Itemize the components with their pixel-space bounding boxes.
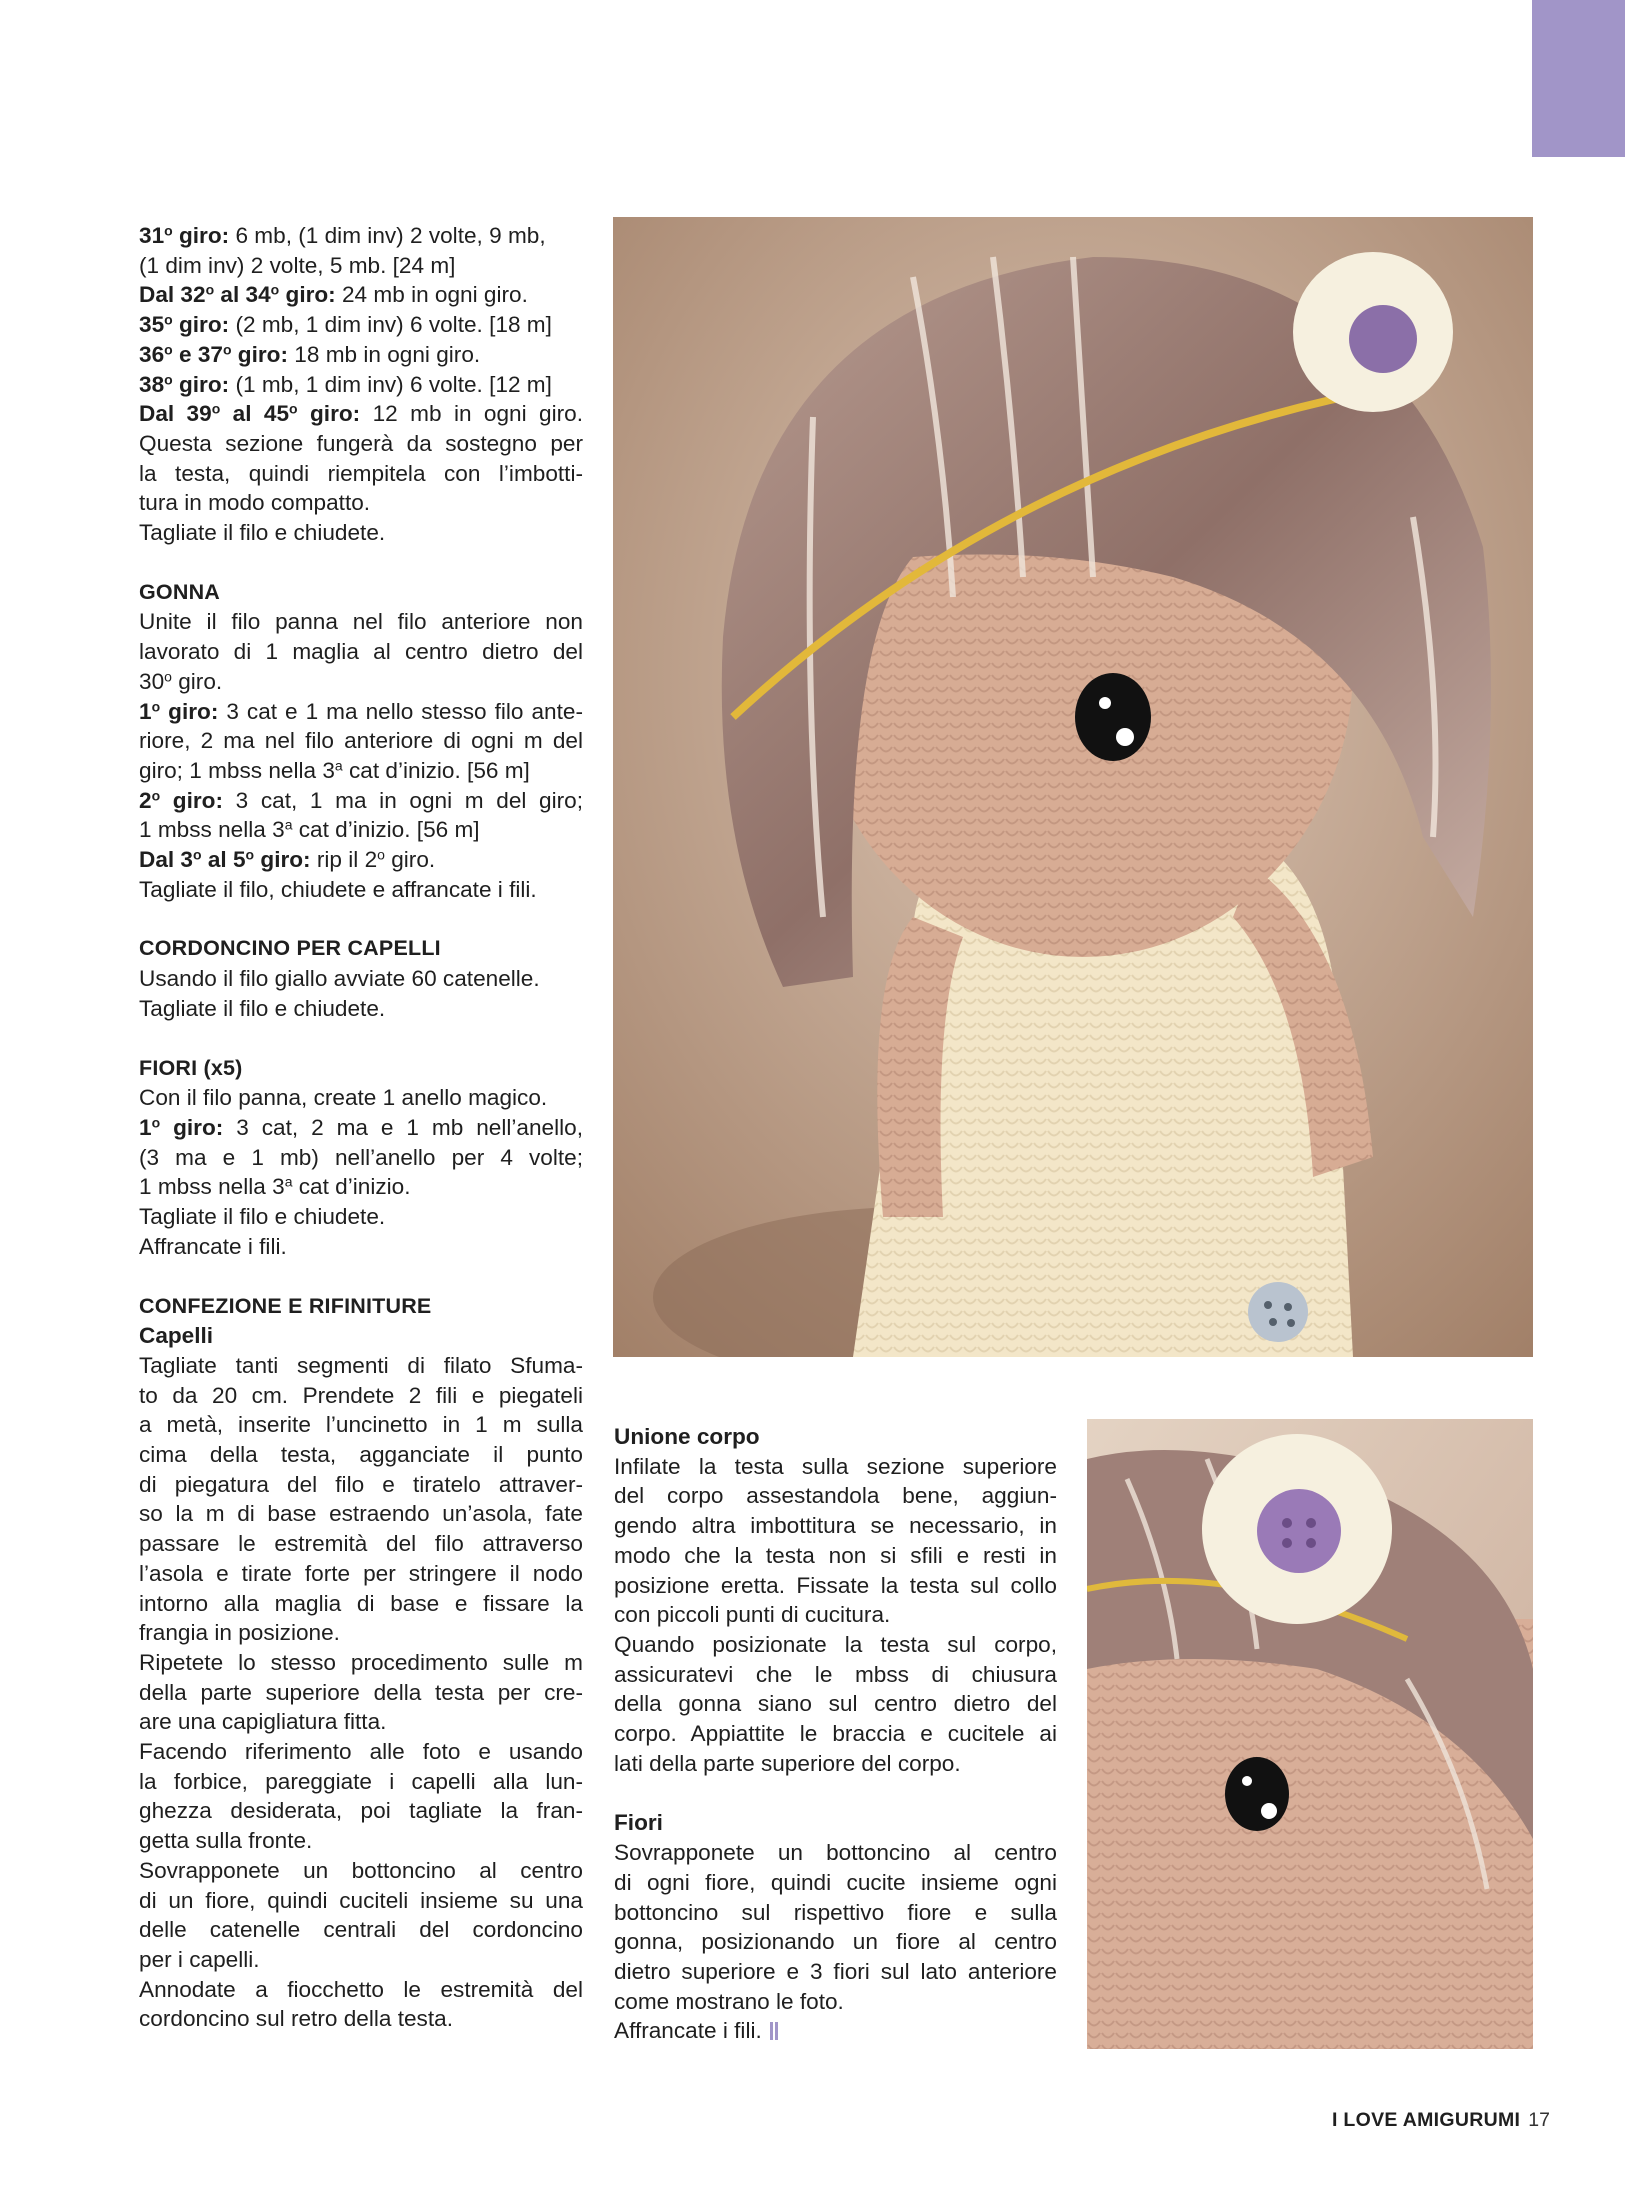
text-run: o <box>151 786 161 803</box>
text-run: frangia in posizione. <box>139 1620 340 1646</box>
text-line <box>139 399 583 429</box>
text-line <box>139 1172 583 1202</box>
text-run: FIORI (x5) <box>139 1055 243 1080</box>
text-run: corpo. Appiattite le braccia e cucitele ai <box>614 1721 1057 1747</box>
text-run: Affrancate i fili. <box>614 2018 762 2044</box>
text-run: della gonna siano sul centro dietro del <box>614 1691 1057 1717</box>
text-run: 30 <box>139 668 165 694</box>
subsection-heading <box>614 1808 1057 1838</box>
text-run: o <box>164 370 173 387</box>
text-run: giro: <box>160 787 223 813</box>
section-heading <box>139 1054 583 1084</box>
text-run: la testa, quindi riempitela con l’imbotti- <box>139 460 583 486</box>
left-text-column <box>139 221 583 2034</box>
text-run: 2 <box>139 787 152 813</box>
text-run: 35 <box>139 312 165 338</box>
text-line <box>614 1452 1057 1482</box>
text-run: o <box>222 341 232 358</box>
text-run: Questa sezione fungerà da sostegno per <box>139 430 583 456</box>
text-line <box>614 1630 1057 1660</box>
text-run: o <box>377 846 385 863</box>
text-run: del corpo assestandola bene, aggiun- <box>614 1483 1057 1509</box>
text-line <box>139 1618 583 1648</box>
text-run: Capelli <box>139 1323 214 1349</box>
text-line <box>614 1511 1057 1541</box>
text-run: (2 mb, 1 dim inv) 6 volte. [18 m] <box>229 312 552 338</box>
text-run: come mostrano le foto. <box>614 1988 844 2014</box>
text-run: giro: <box>172 371 230 397</box>
text-run: GONNA <box>139 579 221 604</box>
text-run: giro: <box>172 223 230 248</box>
text-line <box>139 607 583 637</box>
text-line <box>139 994 583 1024</box>
text-run: Usando il filo giallo avviate 60 catenelle. <box>139 966 540 992</box>
text-run: o <box>164 668 172 685</box>
text-line <box>139 429 583 459</box>
text-run: 18 mb in ogni giro. <box>288 341 481 367</box>
text-run: 6 mb, (1 dim inv) 2 volte, 9 mb, <box>229 223 546 248</box>
text-run: Dal 32 <box>139 282 206 308</box>
paragraph-gap <box>139 548 583 578</box>
text-run: della parte superiore della testa per cre- <box>139 1679 583 1705</box>
text-line <box>614 1571 1057 1601</box>
text-run: gendo altra imbottitura se necessario, in <box>614 1513 1057 1539</box>
text-run: posizione eretta. Fissate la testa sul collo <box>614 1572 1057 1598</box>
text-run: Tagliate il filo, chiudete e affrancate i fili. <box>139 876 537 902</box>
subsection-heading <box>139 1321 583 1351</box>
text-line <box>139 1856 583 1886</box>
text-run: giro: <box>297 401 361 427</box>
text-line <box>139 310 583 340</box>
text-line <box>139 340 583 370</box>
text-line <box>139 1589 583 1619</box>
text-line <box>139 1796 583 1826</box>
text-run: o <box>270 281 280 298</box>
text-line <box>139 697 583 727</box>
section-color-tab <box>1532 0 1625 157</box>
text-run: lavorato di 1 maglia al centro dietro del <box>139 639 583 665</box>
text-run: cordoncino sul retro della testa. <box>139 2006 453 2032</box>
text-run: o <box>164 341 173 358</box>
text-run: giro. <box>384 847 436 873</box>
text-run: CORDONCINO PER CAPELLI <box>139 936 441 961</box>
text-run: Sovrapponete un bottoncino al centro <box>139 1857 583 1883</box>
text-run: lati della parte superiore del corpo. <box>614 1750 961 1776</box>
text-run: o <box>289 400 298 417</box>
text-run: 24 mb in ogni giro. <box>335 282 528 308</box>
text-line <box>139 1915 583 1945</box>
text-run: a <box>284 816 293 833</box>
text-line <box>139 1381 583 1411</box>
text-run: Facendo riferimento alle foto e usando <box>139 1739 583 1765</box>
text-run: Unite il filo panna nel filo anteriore non <box>139 609 583 635</box>
text-line <box>614 1719 1057 1749</box>
text-run: o <box>211 400 221 417</box>
text-line <box>614 1838 1057 1868</box>
text-run: a <box>284 1173 293 1190</box>
text-line <box>614 1898 1057 1928</box>
text-run: giro: <box>160 698 219 724</box>
text-run: Tagliate il filo e chiudete. <box>139 520 386 546</box>
text-run: intorno alla maglia di base e fissare la <box>139 1590 583 1616</box>
text-run: o <box>151 1114 161 1131</box>
paragraph-gap <box>139 1262 583 1292</box>
page-number: 17 <box>1528 2109 1550 2131</box>
text-line <box>139 1410 583 1440</box>
text-run: cat d’inizio. <box>292 1174 411 1200</box>
text-run: Annodate a fiocchetto le estremità del <box>139 1976 583 2002</box>
text-line <box>139 1678 583 1708</box>
text-line <box>139 1440 583 1470</box>
text-run: e 37 <box>172 341 223 367</box>
text-line <box>614 2016 1057 2046</box>
right-text-column <box>614 1422 1057 2046</box>
text-line <box>139 1945 583 1975</box>
doll-detail-photo <box>1087 1419 1533 2049</box>
text-run: giro; 1 mbss nella 3 <box>139 757 335 783</box>
text-run: (1 mb, 1 dim inv) 6 volte. [12 m] <box>229 371 552 397</box>
text-run: per i capelli. <box>139 1946 260 1972</box>
text-line <box>139 459 583 489</box>
text-run: l’asola e tirate forte per stringere il nodo <box>139 1560 583 1586</box>
text-run: gonna, posizionando un fiore al centro <box>614 1929 1057 1955</box>
doll-main-photo <box>613 217 1533 1357</box>
text-line <box>614 1660 1057 1690</box>
text-line <box>139 1648 583 1678</box>
text-line <box>139 1202 583 1232</box>
text-line <box>139 1707 583 1737</box>
section-heading <box>139 578 583 608</box>
text-run: di un fiore, quindi cuciteli insieme su una <box>139 1887 583 1913</box>
text-line <box>139 726 583 756</box>
text-run: o <box>164 311 173 328</box>
text-run: 1 mbss nella 3 <box>139 1174 285 1200</box>
text-run: Quando posizionate la testa sul corpo, <box>614 1631 1057 1657</box>
text-run: o <box>164 222 173 239</box>
text-line <box>139 1143 583 1173</box>
text-run: al 34 <box>214 282 271 308</box>
text-run: di piegatura del filo e tiratelo attraver- <box>139 1471 583 1497</box>
text-run: 3 cat, 2 ma e 1 mb nell’anello, <box>223 1114 583 1140</box>
magazine-name: I LOVE AMIGURUMI <box>1332 2109 1521 2131</box>
text-run: cat d’inizio. [56 m] <box>292 817 480 843</box>
text-run: al 45 <box>220 401 290 427</box>
text-run: Unione corpo <box>614 1424 760 1449</box>
text-line <box>139 1470 583 1500</box>
text-line <box>614 1987 1057 2017</box>
text-run: 1 mbss nella 3 <box>139 817 285 843</box>
text-line <box>139 518 583 548</box>
text-run: a <box>334 757 343 774</box>
text-line <box>139 667 583 697</box>
text-line <box>614 1957 1057 1987</box>
text-line <box>139 1886 583 1916</box>
text-line <box>139 1113 583 1143</box>
text-run: CONFEZIONE E RIFINITURE <box>139 1293 432 1318</box>
text-run: Tagliate il filo e chiudete. <box>139 1204 386 1230</box>
text-line <box>614 1600 1057 1630</box>
text-run: modo che la testa non si sfili e resti in <box>614 1542 1057 1568</box>
text-run: giro: <box>172 312 230 338</box>
text-line <box>139 815 583 845</box>
text-line <box>139 1529 583 1559</box>
text-run: Infilate la testa sulla sezione superiore <box>614 1453 1057 1479</box>
text-line <box>139 1499 583 1529</box>
text-run: dietro superiore e 3 fiori sul lato anteriore <box>614 1958 1057 1984</box>
text-run: o <box>193 846 202 863</box>
text-run: to da 20 cm. Prendete 2 fili e piegateli <box>139 1382 583 1408</box>
text-run: 12 mb in ogni giro. <box>360 401 583 427</box>
text-run: di ogni fiore, quindi cucite insieme ogni <box>614 1869 1057 1895</box>
text-run: Affrancate i fili. <box>139 1233 287 1259</box>
text-line <box>139 488 583 518</box>
text-line <box>139 221 583 251</box>
text-run: 3 cat, 1 ma in ogni m del giro; <box>223 787 584 813</box>
text-line <box>614 1749 1057 1779</box>
paragraph-gap <box>139 1024 583 1054</box>
text-run: 38 <box>139 371 165 397</box>
text-line <box>614 1868 1057 1898</box>
text-run: giro: <box>254 847 311 873</box>
text-run: tura in modo compatto. <box>139 490 371 516</box>
text-line <box>139 637 583 667</box>
text-run: Tagliate il filo e chiudete. <box>139 995 386 1021</box>
text-run: cima della testa, agganciate il punto <box>139 1442 583 1468</box>
text-line <box>139 251 583 281</box>
text-run: giro: <box>231 341 289 367</box>
text-run: o <box>205 281 215 298</box>
text-line <box>139 756 583 786</box>
text-run: 3 cat e 1 ma nello stesso filo ante- <box>218 698 583 724</box>
text-run: a metà, inserite l’uncinetto in 1 m sulla <box>139 1412 583 1438</box>
text-line <box>139 964 583 994</box>
text-line <box>614 1689 1057 1719</box>
text-run: delle catenelle centrali del cordoncino <box>139 1917 583 1943</box>
text-run: riore, 2 ma nel filo anteriore di ogni m del <box>139 728 583 754</box>
text-run: 31 <box>139 223 165 248</box>
text-run: o <box>245 846 255 863</box>
text-run: getta sulla fronte. <box>139 1828 313 1854</box>
text-run: passare le estremità del filo attraverso <box>139 1531 583 1557</box>
text-run: con piccoli punti di cucitura. <box>614 1602 891 1628</box>
text-run: are una capigliatura fitta. <box>139 1709 387 1735</box>
text-line <box>139 875 583 905</box>
text-run: 36 <box>139 341 165 367</box>
text-run: (3 ma e 1 mb) nell’anello per 4 volte; <box>139 1144 583 1170</box>
text-line <box>139 1737 583 1767</box>
text-line <box>139 1232 583 1262</box>
text-line <box>139 1083 583 1113</box>
text-line <box>139 1767 583 1797</box>
text-run: bottoncino sul rispettivo fiore e sulla <box>614 1899 1057 1925</box>
text-run: assicuratevi che le mbss di chiusura <box>614 1661 1057 1687</box>
paragraph-gap <box>139 904 583 934</box>
text-line <box>139 1826 583 1856</box>
text-run: o <box>151 697 161 714</box>
text-line <box>139 1351 583 1381</box>
text-run: ghezza desiderata, poi tagliate la fran- <box>139 1798 583 1824</box>
text-run: giro: <box>160 1114 224 1140</box>
paragraph-gap <box>614 1778 1057 1808</box>
text-line <box>614 1541 1057 1571</box>
text-run: giro. <box>171 668 223 694</box>
end-of-article-mark <box>770 2018 782 2036</box>
text-run: la forbice, pareggiate i capelli alla lun- <box>139 1768 583 1794</box>
text-run: Ripetete lo stesso procedimento sulle m <box>139 1649 583 1675</box>
text-run: Sovrapponete un bottoncino al centro <box>614 1840 1057 1866</box>
text-run: al 5 <box>201 847 246 873</box>
page-footer <box>1332 2109 1550 2132</box>
section-heading <box>139 1292 583 1322</box>
text-line <box>614 1481 1057 1511</box>
text-run: cat d’inizio. [56 m] <box>342 757 530 783</box>
text-run: 1 <box>139 1114 152 1140</box>
text-line <box>139 1975 583 2005</box>
section-heading <box>139 934 583 964</box>
text-line <box>139 370 583 400</box>
text-line <box>139 1559 583 1589</box>
text-line <box>139 2004 583 2034</box>
text-run: rip il 2 <box>310 847 378 873</box>
text-run: (1 dim inv) 2 volte, 5 mb. [24 m] <box>139 252 456 278</box>
text-run: so la m di base estraendo un’asola, fate <box>139 1501 583 1527</box>
text-line <box>139 845 583 875</box>
text-run: Dal 3 <box>139 847 194 873</box>
text-line <box>139 786 583 816</box>
text-run: Dal 39 <box>139 401 212 427</box>
text-run: Con il filo panna, create 1 anello magico. <box>139 1085 548 1111</box>
subsection-heading <box>614 1422 1057 1452</box>
text-run: Fiori <box>614 1810 663 1836</box>
text-run: 1 <box>139 698 152 724</box>
text-line <box>614 1927 1057 1957</box>
text-run: giro: <box>279 282 336 308</box>
text-line <box>139 280 583 310</box>
text-run: Tagliate tanti segmenti di filato Sfuma- <box>139 1352 583 1378</box>
